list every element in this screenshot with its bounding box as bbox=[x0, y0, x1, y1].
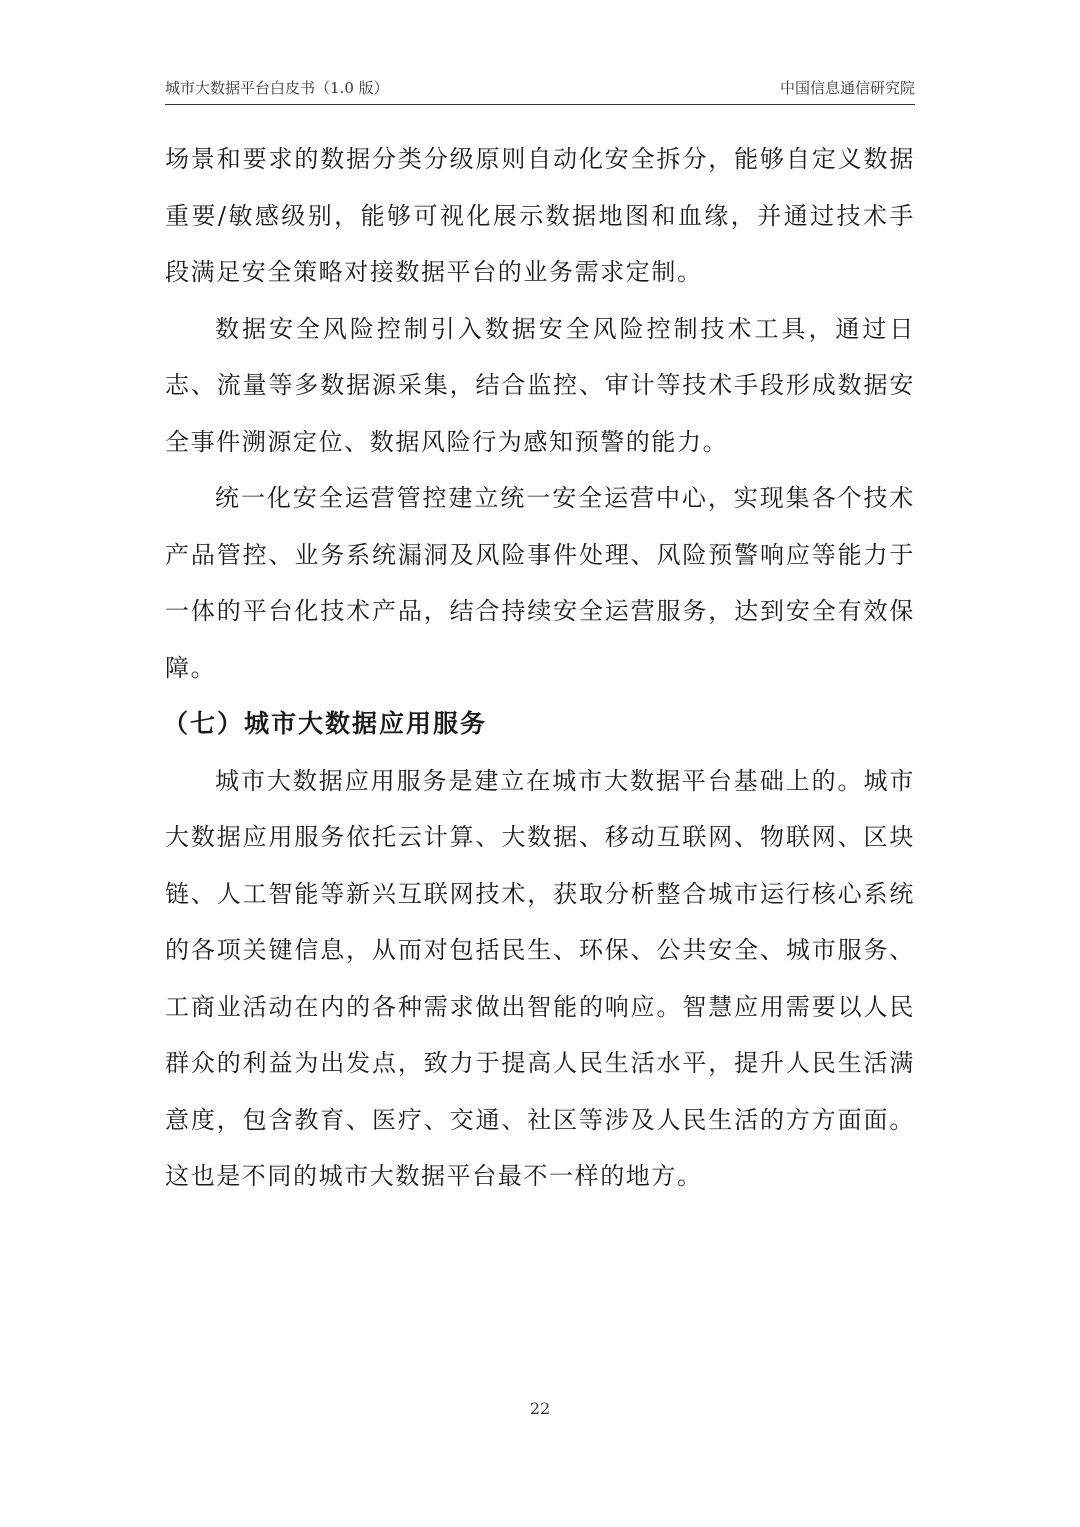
page-body bbox=[165, 131, 915, 1205]
page-number: 22 bbox=[529, 1399, 551, 1418]
organization-name: 中国信息通信研究院 bbox=[779, 79, 915, 97]
paragraph-risk-control: 数据安全风险控制引入数据安全风险控制技术工具，通过日志、流量等多数据源采集，结合监控、审计等技术手段形成数据安全事件溯源定位、数据风险行为感知预警的能力。 bbox=[165, 314, 915, 456]
paragraph-security-operations: 统一化安全运营管控建立统一安全运营中心，实现集各个技术产品管控、业务系统漏洞及风险事件处理、风险预警响应等能力于一体的平台化技术产品，结合持续安全运营服务，达到安全有效保障。 bbox=[165, 484, 915, 682]
section-heading: （七）城市大数据应用服务 bbox=[163, 709, 488, 738]
page-header bbox=[165, 74, 915, 105]
paragraph-continued: 场景和要求的数据分类分级原则自动化安全拆分，能够自定义数据重要/敏感级别，能够可视化展示数据地图和血缘，并通过技术手段满足安全策略对接数据平台的业务需求定制。 bbox=[165, 145, 915, 286]
paragraph-application-services: 城市大数据应用服务是建立在城市大数据平台基础上的。城市大数据应用服务依托云计算、大数据、移动互联网、物联网、区块链、人工智能等新兴互联网技术，获取分析整合城市运行核心系统的各项关键信息，从而对包括民生、环保、公共安全、城市服务、工商业活动在内的各种需求做出智能的响应。智慧应用需要以人民群众的利益为出发点，致力于提高人民生活水平，提升人民生活满意度，包含教育、医疗、交通、社区等涉及人民生活的方方面面。这也是不同的城市大数据平台最不一样的地方。 bbox=[165, 766, 915, 1190]
document-title: 城市大数据平台白皮书（1.0 版） bbox=[165, 79, 389, 97]
